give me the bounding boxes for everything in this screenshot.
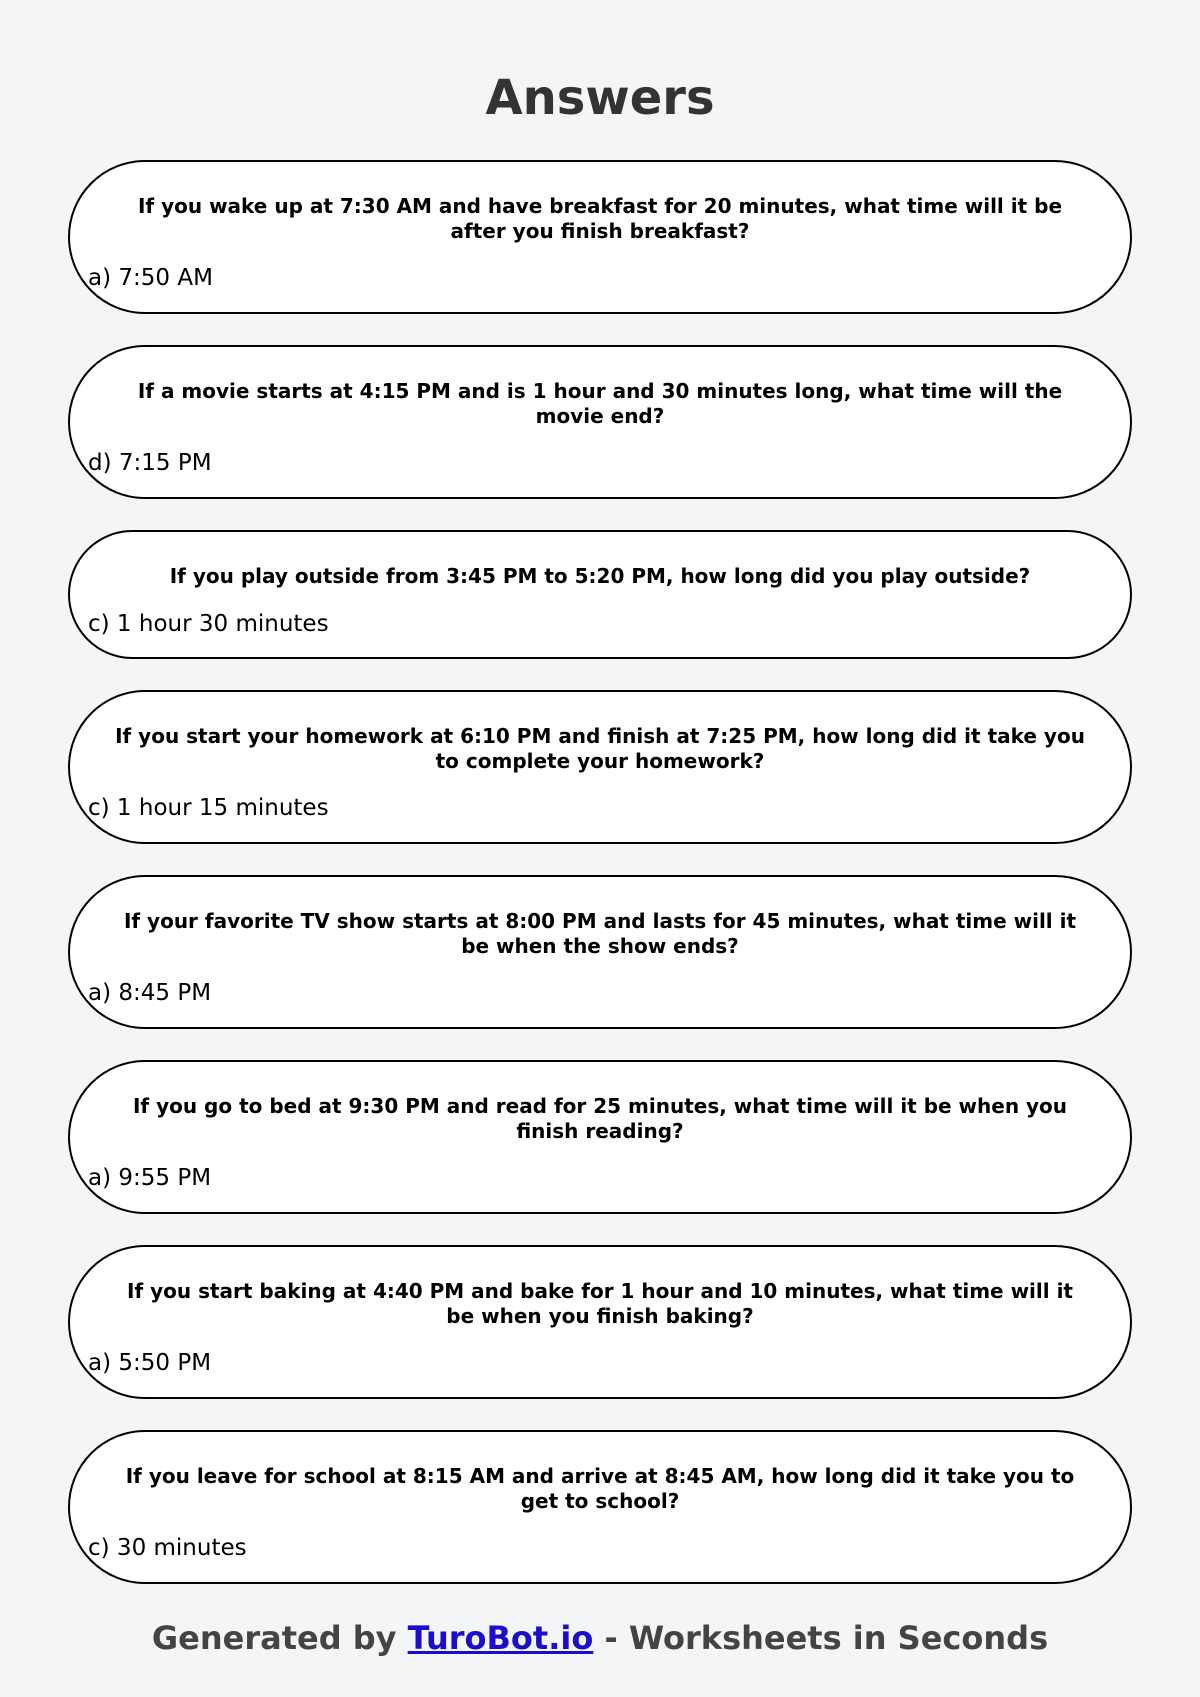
question-line: If you start baking at 4:40 PM and bake for 1 hour and 10 minutes, what time will it [127, 1279, 1073, 1303]
question-text [86, 564, 1114, 589]
question-card [68, 345, 1132, 499]
footer-credit [0, 1618, 1200, 1658]
question-line: finish reading? [516, 1119, 684, 1143]
turobot-link[interactable]: TuroBot.io [407, 1619, 594, 1657]
question-text [86, 1279, 1114, 1329]
footer-prefix: Generated by [151, 1619, 408, 1657]
answer-text: c) 1 hour 30 minutes [88, 611, 329, 637]
question-card [68, 1060, 1132, 1214]
question-line: movie end? [535, 404, 665, 428]
answer-text: a) 7:50 AM [88, 265, 213, 291]
question-card [68, 690, 1132, 844]
question-card [68, 1245, 1132, 1399]
question-text [86, 909, 1114, 959]
question-card [68, 875, 1132, 1029]
answer-text: c) 1 hour 15 minutes [88, 795, 329, 821]
question-line: If a movie starts at 4:15 PM and is 1 hour and 30 minutes long, what time will the [137, 379, 1063, 403]
question-text [86, 1464, 1114, 1514]
page-title: Answers [485, 70, 715, 126]
question-text [86, 1094, 1114, 1144]
question-line: If you start your homework at 6:10 PM and finish at 7:25 PM, how long did it take you [115, 724, 1085, 748]
question-text [86, 194, 1114, 244]
answer-text: a) 5:50 PM [88, 1350, 212, 1376]
question-card [68, 530, 1132, 659]
question-text [86, 379, 1114, 429]
question-card [68, 1430, 1132, 1584]
question-card [68, 160, 1132, 314]
question-line: be when you finish baking? [446, 1304, 754, 1328]
question-line: If you leave for school at 8:15 AM and arrive at 8:45 AM, how long did it take you to [125, 1464, 1075, 1488]
question-line: If your favorite TV show starts at 8:00 PM and lasts for 45 minutes, what time will it [123, 909, 1077, 933]
question-line: to complete your homework? [435, 749, 765, 773]
answer-text: c) 30 minutes [88, 1535, 247, 1561]
question-text [86, 724, 1114, 774]
question-line: If you play outside from 3:45 PM to 5:20 PM, how long did you play outside? [169, 564, 1031, 588]
footer-suffix: - Worksheets in Seconds [593, 1619, 1049, 1657]
question-line: after you finish breakfast? [450, 219, 750, 243]
answer-text: a) 9:55 PM [88, 1165, 212, 1191]
question-line: If you wake up at 7:30 AM and have breakfast for 20 minutes, what time will it be [137, 194, 1063, 218]
answer-text: a) 8:45 PM [88, 980, 212, 1006]
answer-text: d) 7:15 PM [88, 450, 212, 476]
question-line: If you go to bed at 9:30 PM and read for 25 minutes, what time will it be when you [132, 1094, 1068, 1118]
question-line: get to school? [520, 1489, 680, 1513]
question-line: be when the show ends? [461, 934, 739, 958]
